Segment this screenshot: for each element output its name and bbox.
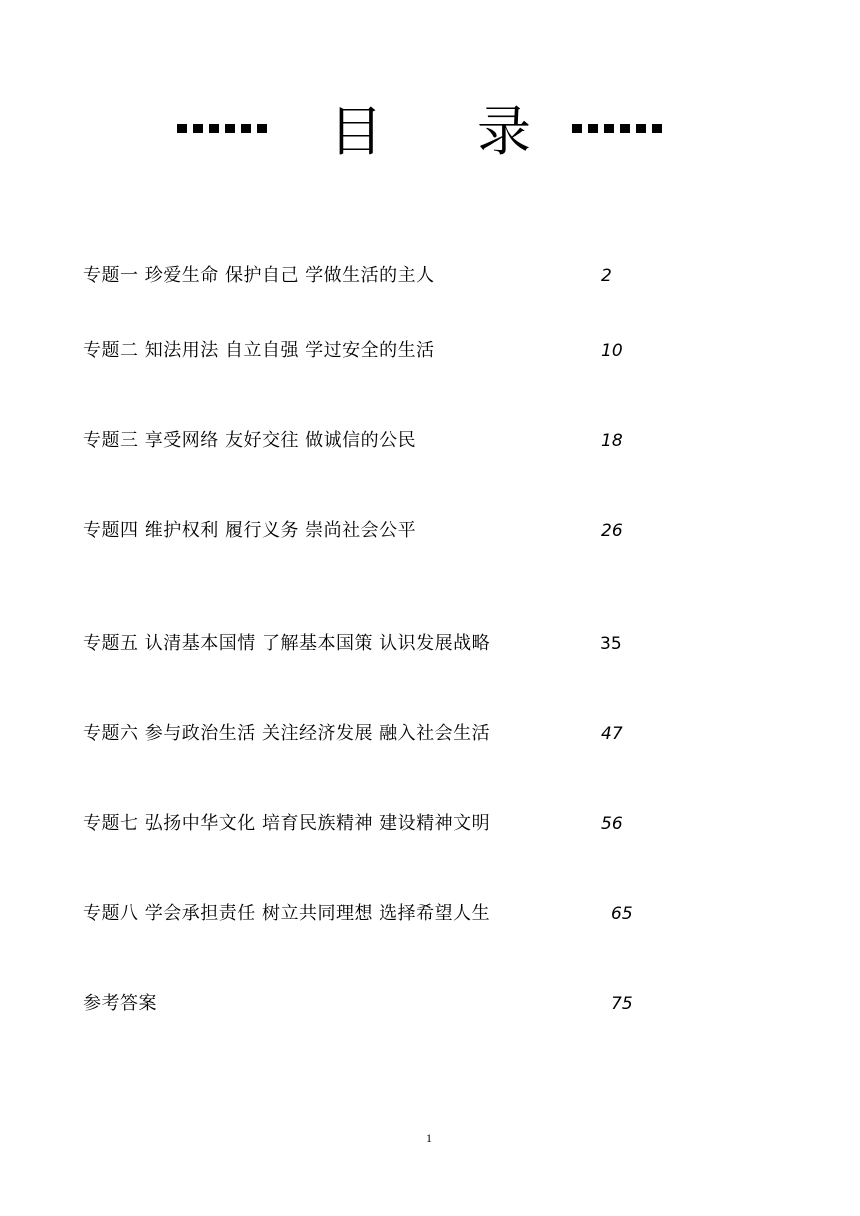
toc-entry-label: 参考答案 bbox=[83, 993, 157, 1014]
toc-entry[interactable] bbox=[83, 722, 783, 746]
toc-entry[interactable] bbox=[83, 429, 783, 453]
toc-entry-label: 专题五 认清基本国情 了解基本国策 认识发展战略 bbox=[83, 633, 491, 654]
toc-entry[interactable] bbox=[83, 632, 783, 656]
toc-entry-label: 专题一 珍爱生命 保护自己 学做生活的主人 bbox=[83, 265, 435, 286]
toc-entry-label: 专题三 享受网络 友好交往 做诚信的公民 bbox=[83, 430, 417, 451]
toc-entry-page: 65 bbox=[611, 904, 633, 924]
toc-entry-label: 专题七 弘扬中华文化 培育民族精神 建设精神文明 bbox=[83, 813, 491, 834]
toc-entry-page: 35 bbox=[600, 634, 622, 654]
toc-entry-page: 26 bbox=[601, 521, 623, 541]
toc-entry-label: 专题二 知法用法 自立自强 学过安全的生活 bbox=[83, 340, 435, 361]
toc-entry[interactable] bbox=[83, 519, 783, 543]
dot bbox=[241, 124, 251, 133]
dot bbox=[257, 124, 267, 133]
toc-entry-page: 56 bbox=[601, 814, 623, 834]
toc-entry[interactable] bbox=[83, 264, 783, 288]
dot bbox=[193, 124, 203, 133]
toc-entry-page: 10 bbox=[601, 341, 623, 361]
toc-entry[interactable] bbox=[83, 992, 783, 1016]
dot bbox=[588, 124, 598, 133]
dot bbox=[572, 124, 582, 133]
toc-entry[interactable] bbox=[83, 812, 783, 836]
toc-entry-page: 2 bbox=[601, 266, 612, 286]
toc-entry-label: 专题六 参与政治生活 关注经济发展 融入社会生活 bbox=[83, 723, 491, 744]
toc-entry-label: 专题八 学会承担责任 树立共同理想 选择希望人生 bbox=[83, 903, 491, 924]
dot bbox=[636, 124, 646, 133]
toc-entry-page: 75 bbox=[611, 994, 633, 1014]
title-dots-right bbox=[572, 122, 662, 134]
toc-entry-label: 专题四 维护权利 履行义务 崇尚社会公平 bbox=[83, 520, 417, 541]
page-number: 1 bbox=[426, 1131, 432, 1145]
dot bbox=[225, 124, 235, 133]
title-dots-left bbox=[177, 122, 267, 134]
toc-entry-page: 18 bbox=[601, 431, 623, 451]
toc-entry-page: 47 bbox=[601, 724, 623, 744]
toc-title bbox=[0, 100, 860, 164]
dot bbox=[652, 124, 662, 133]
title-char-1: 目 bbox=[329, 100, 383, 163]
dot bbox=[209, 124, 219, 133]
dot bbox=[604, 124, 614, 133]
dot bbox=[620, 124, 630, 133]
toc-entry[interactable] bbox=[83, 902, 783, 926]
toc-entry[interactable] bbox=[83, 339, 783, 363]
dot bbox=[177, 124, 187, 133]
title-char-2: 录 bbox=[477, 100, 531, 163]
